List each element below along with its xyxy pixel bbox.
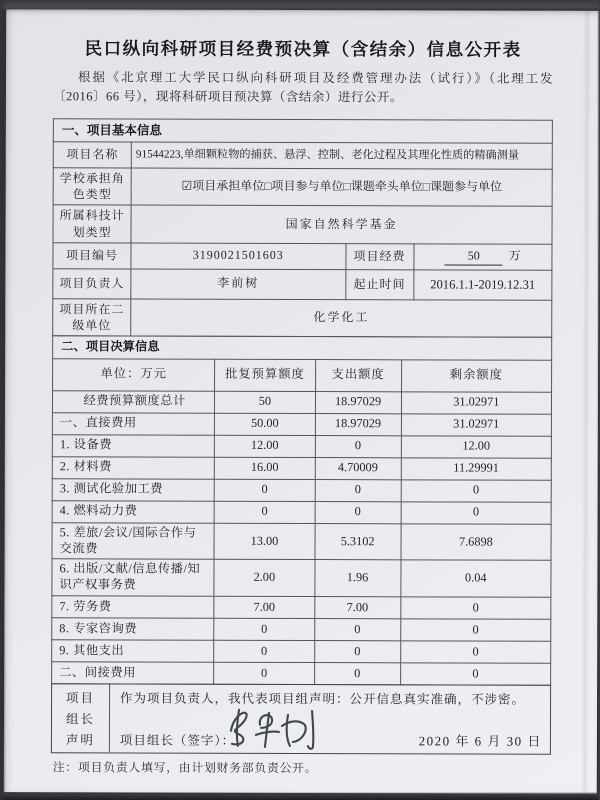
section1-title: 一、项目基本信息	[53, 118, 552, 143]
funding-label: 项目经费	[345, 243, 413, 269]
role-type-label: 学校承担角色类型	[53, 168, 131, 206]
budget-cell-label: 2. 材料费	[52, 456, 214, 479]
form-content	[51, 35, 553, 776]
budget-cell-budget: 0	[215, 479, 315, 501]
budget-cell-label: 一、直接费用	[52, 412, 214, 435]
budget-cell-budget: 12.00	[215, 435, 315, 457]
funding-value	[414, 244, 552, 270]
budget-cell-remaining: 0	[400, 663, 550, 685]
budget-cell-budget: 0	[214, 501, 314, 523]
budget-cell-remaining: 0	[401, 479, 551, 501]
budget-cell-spent: 0	[315, 501, 401, 523]
budget-row	[52, 478, 551, 502]
budget-cell-remaining: 0	[401, 501, 551, 523]
budget-cell-remaining: 11.29991	[401, 457, 551, 479]
budget-cell-budget: 13.00	[214, 523, 314, 560]
form-box	[51, 118, 553, 755]
budget-cell-spent: 0	[314, 663, 400, 685]
budget-row	[52, 618, 551, 642]
program-type-label: 所属科技计划类型	[53, 205, 131, 243]
intro-paragraph: 根据《北京理工大学民口纵向科研项目及经费管理办法（试行）》（北理工发〔2016〕66 号），现将科研项目预决算（含结余）进行公开。	[52, 70, 554, 105]
budget-table-body	[52, 335, 552, 685]
declaration-label-line2: 组长	[65, 712, 96, 727]
footnote: 注：项目负责人填写，由计划财务部负责公开。	[52, 760, 318, 775]
budget-cell-label: 1. 设备费	[52, 434, 214, 457]
section1-header-row	[53, 118, 552, 143]
scanned-paper	[4, 9, 599, 794]
budget-cell-budget: 0	[214, 619, 314, 641]
budget-cell-spent: 5.3102	[315, 523, 401, 560]
budget-cell-remaining: 31.02971	[401, 391, 551, 413]
budget-cell-label: 6. 出版/文献/信息传播/知识产权事务费	[52, 559, 214, 596]
budget-row	[52, 559, 551, 598]
budget-cell-remaining: 0	[400, 641, 550, 663]
sign-date: 2020 年 6 月 30 日	[418, 733, 542, 749]
paper-fold-shadow	[581, 11, 591, 794]
budget-cell-budget: 16.00	[215, 457, 315, 479]
project-no-row	[53, 242, 552, 270]
duration-value: 2016.1.1-2019.12.31	[414, 270, 552, 300]
signature-row	[120, 729, 542, 749]
photo-edge-bottom	[0, 792, 600, 800]
declaration-statement: 作为项目负责人，我代表项目组声明：公开信息真实准确，不涉密。	[120, 691, 526, 707]
budget-cell-budget: 2.00	[214, 560, 314, 597]
pi-value: 李前树	[131, 269, 346, 300]
funding-amount: 50	[445, 248, 503, 265]
budget-cell-spent: 7.00	[314, 597, 400, 619]
program-type-value: 国家自然科学基金	[131, 205, 552, 244]
program-type-row	[53, 205, 552, 244]
project-name-value: 91544223,单细颗粒物的捕获、悬浮、控制、老化过程及其理化性质的精确测量	[131, 142, 552, 169]
budget-cell-budget: 50	[215, 391, 315, 413]
budget-col-spent: 支出额度	[315, 359, 401, 391]
department-row	[53, 298, 552, 337]
declaration-block	[51, 683, 551, 755]
budget-cell-spent: 18.97029	[315, 413, 401, 435]
budget-cell-label: 4. 燃料动力费	[52, 500, 214, 523]
project-no-label: 项目编号	[53, 242, 131, 268]
budget-cell-label: 9. 其他支出	[52, 640, 214, 663]
budget-cell-label: 经费预算额度总计	[52, 390, 214, 413]
budget-cell-budget: 0	[214, 663, 314, 685]
budget-cell-label: 二、间接费用	[52, 662, 214, 685]
budget-cell-spent: 0	[314, 619, 400, 641]
budget-row	[52, 390, 551, 414]
budget-cell-budget: 0	[214, 641, 314, 663]
budget-col-unit: 单位：万元	[53, 358, 215, 391]
budget-cell-spent: 18.97029	[315, 391, 401, 413]
budget-cell-remaining: 12.00	[401, 435, 551, 457]
photo-edge-left	[0, 0, 6, 800]
budget-row	[52, 412, 551, 436]
budget-cell-label: 8. 专家咨询费	[52, 618, 214, 641]
declaration-label-line1: 项目	[66, 691, 96, 706]
funding-unit: 万	[508, 248, 521, 263]
section2-header-row	[53, 335, 552, 360]
budget-row	[52, 596, 551, 620]
budget-cell-spent: 0	[314, 641, 400, 663]
role-type-row	[53, 168, 552, 207]
budget-row	[52, 500, 551, 524]
budget-cell-spent: 0	[315, 479, 401, 501]
budget-cell-label: 3. 测试化验加工费	[52, 478, 214, 501]
budget-cell-remaining: 0.04	[401, 560, 551, 597]
budget-column-header-row	[53, 358, 552, 392]
budget-cell-label: 7. 劳务费	[52, 596, 214, 619]
duration-label: 起止时间	[345, 269, 413, 299]
pi-label: 项目负责人	[53, 268, 131, 298]
budget-col-approved: 批复预算额度	[215, 359, 315, 391]
budget-cell-label: 5. 差旅/会议/国际合作与交流费	[52, 522, 214, 559]
role-type-checkboxes: ☑项目承担单位□项目参与单位□课题牵头单位□课题参与单位	[131, 168, 552, 207]
pi-row	[53, 268, 552, 300]
budget-cell-remaining: 7.6898	[401, 523, 551, 560]
section2-title: 二、项目决算信息	[53, 335, 552, 360]
declaration-body	[110, 684, 550, 753]
sign-label: 项目组长（签字）：	[119, 733, 236, 748]
basic-info-table	[52, 118, 553, 338]
budget-row	[52, 640, 551, 664]
budget-cell-budget: 7.00	[214, 597, 314, 619]
project-no-value: 3190021501603	[131, 243, 346, 270]
budget-row	[52, 434, 551, 458]
budget-cell-remaining: 31.02971	[401, 413, 551, 435]
budget-table	[51, 335, 552, 686]
budget-row	[52, 662, 551, 686]
budget-cell-spent: 1.96	[314, 560, 400, 597]
photo-edge-top	[0, 0, 600, 11]
project-name-row	[53, 142, 552, 170]
budget-cell-budget: 50.00	[215, 413, 315, 435]
page-title: 民口纵向科研项目经费预决算（含结余）信息公开表	[84, 38, 522, 60]
department-value: 化学化工	[131, 299, 552, 338]
budget-cell-remaining: 0	[400, 619, 550, 641]
declaration-label	[52, 684, 110, 752]
budget-cell-spent: 0	[315, 435, 401, 457]
budget-row	[52, 456, 551, 480]
budget-row	[52, 522, 551, 561]
budget-cell-remaining: 0	[400, 597, 550, 619]
declaration-label-line3: 声明	[65, 733, 95, 748]
department-label: 项目所在二级单位	[53, 298, 131, 336]
budget-col-remaining: 剩余额度	[401, 359, 551, 391]
budget-cell-spent: 4.70009	[315, 457, 401, 479]
project-name-label: 项目名称	[53, 142, 131, 168]
